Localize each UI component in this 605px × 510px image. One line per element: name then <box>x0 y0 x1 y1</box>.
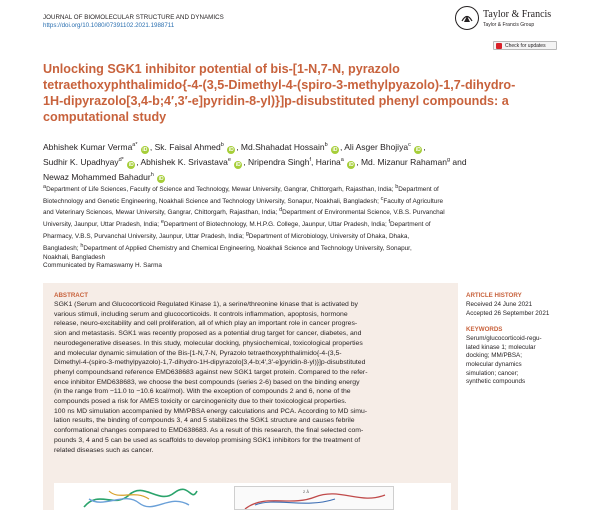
orcid-icon[interactable]: iD <box>415 146 421 153</box>
abstract-panel <box>43 283 458 510</box>
abstract-line: and molecular dynamic simulation of the Bis-[1-N,7-N, Pyrazolo tetraethoxyphthalimido{-4-(3,5- <box>54 349 342 357</box>
abstract-line: ence inhibitor EMD638683, we choose the best compounds (series 2-6) based on the binding energy <box>54 378 360 386</box>
abstract-line: SGK1 (Serum and Glucocorticoid Regulated Kinase 1), a serine/threonine kinase that is activated by <box>54 301 358 308</box>
update-bookmark-icon <box>496 43 502 49</box>
author-name: Newaz Mohammed Bahadur <box>43 171 151 182</box>
abstract-text <box>54 300 449 455</box>
orcid-icon[interactable]: iD <box>142 146 148 153</box>
received-date: Received 24 June 2021 <box>466 301 533 308</box>
title-line: 1H-dipyrazolo[3,4-b;4′,3′-e]pyridin-8-yl)}]p-disubstituted phenyl compounds: a <box>43 94 509 108</box>
abstract-line: lation results, the binding of compounds 3, 4 and 5 stabilizes the SGK1 structure and causes febrile <box>54 417 355 425</box>
title-line: tetraethoxyphthalimido{-4-(3,5-Dimethyl-4-(spiro-3-methylpyazolo)-1,7-dihydro- <box>43 78 516 92</box>
orcid-icon[interactable]: iD <box>348 161 354 168</box>
author-name: Ali Asger Bhojiya <box>344 141 409 152</box>
author-name: Sk. Faisal Ahmed <box>154 141 221 152</box>
title-line: computational study <box>43 110 167 124</box>
publisher-logo[interactable] <box>455 6 565 32</box>
orcid-icon[interactable]: iD <box>228 146 234 153</box>
author-name: Md. Mizanur Rahaman <box>360 156 447 167</box>
protein-structure-image <box>79 487 199 510</box>
affiliations: $^a$Department of Life Sciences, Faculty of Science and Technology, Mewar University, Gangrar, Chittorgarh, Rajasthan, India; $^b$Department of Biotechnology and Genetic Engineering, Noakhali Science and Technology University, Sonapur, Noakhali, Bangladesh; $^c$Faculty of Agriculture and Veterinary Sciences, Mewar University, Gangrar, Chittorgarh, Rajasthan, India; $^d$Department of Environmental Science, V.B.S. Purvanchal University, Jaunpur, Uttar Pradesh, India; $^e$Department of Biotechnology, M.H.P.G. College, Jaunpur, Uttar Pradesh, India; $^f$Department of Pharmacy, V.B.S, Purvanchal University, Jaunpur, Uttar Pradesh, India; $^g$Department of Microbiology, University of Dhaka, Dhaka, Bangladesh; $^h$Department of Applied Chemistry and Chemical Engineering, Noakhali Science and Technology University, Sonapur, Noakhali, Bangladesh <box>43 184 445 262</box>
publisher-group: Taylor & Francis Group <box>483 22 535 28</box>
journal-name: JOURNAL OF BIOMOLECULAR STRUCTURE AND DYNAMICS <box>43 14 224 21</box>
publisher-emblem-icon <box>455 6 479 30</box>
abstract-line: Dimethyl-4-(spiro-3-methylpyazolo)-1,7-dihydro-1H-dipyrazolo[3,4-b;4′,3′-e]pyridin-8-yl)}]p-disubstituted <box>54 359 366 367</box>
article-sidebar <box>466 292 566 387</box>
orcid-icon[interactable]: iD <box>128 161 134 168</box>
accepted-date: Accepted 26 September 2021 <box>466 309 550 317</box>
abstract-line: related diseases such as cancer. <box>54 446 154 454</box>
abstract-line: phenyl compoundsand reference EMD638683 against new SGK1 target protein. Compared to the refer- <box>54 368 368 376</box>
abstract-line: 100 ns MD simulation accompanied by MM/PBSA energy calculations and PCA. According to MD simu- <box>54 407 368 415</box>
abstract-line: (in the range from −11.0 to −10.6 kcal/mol). With the exception of compounds 2 and 6, none of the <box>54 388 351 396</box>
author-name: Md.Shahadat Hossain <box>240 141 325 152</box>
article-history-heading: ARTICLE HISTORY <box>466 292 522 299</box>
author-list: Abhishek Kumar Verma$^{a*}$ iD , Sk. Faisal Ahmed$^b$ iD , Md.Shahadat Hossain$^b$ iD , Ali Asger Bhojiya$^c$ iD , Sudhir K. Upadhyay$^{d*}$ iD , Abhishek K. Srivastava$^e$ iD , Nripendra Singh$^f$, Harina$^a$ iD , Md. Mizanur Rahaman$^g$ and Newaz Mohammed Bahadur$^h$ iD <box>43 141 467 183</box>
communicated-by: Communicated by Ramaswamy H. Sarma <box>43 262 162 269</box>
graphical-abstract-figure <box>54 483 451 510</box>
orcid-icon[interactable]: iD <box>158 176 164 183</box>
publisher-name: Taylor & Francis <box>483 9 552 20</box>
keyword-line: lated kinase 1; molecular <box>466 343 536 351</box>
orcid-icon[interactable]: iD <box>332 146 338 153</box>
abstract-line: various stimuli, including serum and glucocorticoids. It controls inflammation, apoptosis, hormone <box>54 310 348 318</box>
author-name: Harina <box>315 156 341 167</box>
abstract-line: sion and metastasis. SGK1 was recently proposed as a potential drug target for cancer, diabetes, and <box>54 330 362 338</box>
keyword-line: simulation; cancer; <box>466 369 519 377</box>
check-for-updates-label: Check for updates <box>505 43 546 50</box>
abstract-line: neurodegenerative diseases. In this study, molecular docking, physiochemical, toxicological properties <box>54 339 363 347</box>
keywords-list <box>466 335 566 387</box>
structure-inset <box>234 486 394 510</box>
article-history <box>466 301 566 318</box>
abstract-heading: ABSTRACT <box>54 292 89 299</box>
orcid-icon[interactable]: iD <box>235 161 241 168</box>
keyword-line: docking; MM/PBSA; <box>466 352 522 360</box>
article-title <box>43 61 563 125</box>
inset-structure-image <box>235 487 394 510</box>
keywords-heading: KEYWORDS <box>466 326 503 334</box>
abstract-line: release, neuro-excitability and cell proliferation, all of which play an important role in cancer progres- <box>54 320 358 328</box>
figure-label: 2 Å <box>303 489 310 494</box>
abstract-line: pounds 3, 4 and 5 can be used as scaffolds to develop promising SGK1 inhibitors for the treatment of <box>54 436 361 444</box>
keyword-line: synthetic compounds <box>466 378 526 386</box>
check-for-updates-button[interactable] <box>493 41 557 50</box>
keyword-line: molecular dynamics <box>466 360 522 368</box>
keyword-line: Serum/glucocorticoid-regu- <box>466 335 542 343</box>
author-name: Abhishek Kumar Verma <box>43 141 133 152</box>
title-line: Unlocking SGK1 inhibitor potential of bis-[1-N,7-N, pyrazolo <box>43 62 400 76</box>
abstract-line: compounds posed a risk for AMES toxicity or carcinogenicity due to their toxicological properties. <box>54 398 347 406</box>
author-name: Nripendra Singh <box>248 156 310 167</box>
author-name: Abhishek K. Srivastava <box>140 156 228 167</box>
abstract-line: conformational changes compared to EMD638683. As a result of this research, the final selected com- <box>54 427 364 435</box>
doi-link[interactable]: https://doi.org/10.1080/07391102.2021.1988711 <box>43 22 175 29</box>
author-name: Sudhir K. Upadhyay <box>43 156 119 167</box>
